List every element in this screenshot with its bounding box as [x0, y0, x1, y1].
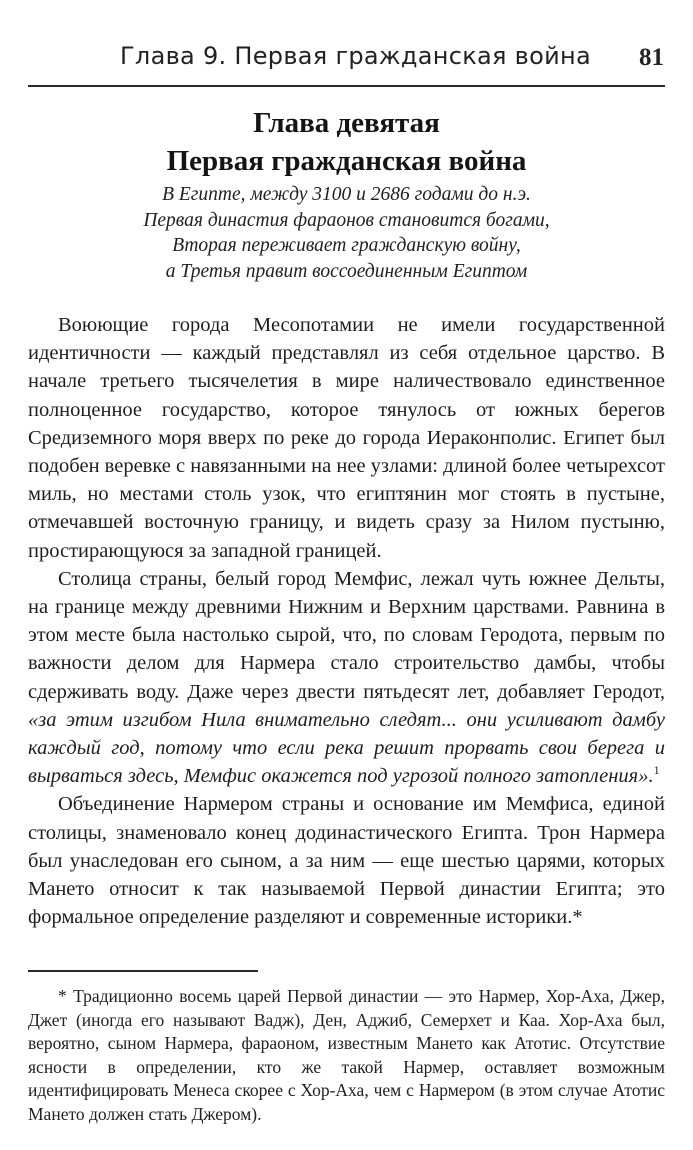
running-head — [0, 36, 693, 86]
running-head-title: Глава 9. Первая гражданская война — [120, 42, 592, 70]
herodotus-quote: «за этим изгибом Нила внимательно следят... они усиливают дамбу каждый год, потому что если река решит прорвать свои берега и вырваться здесь, Мемфис окажется под угрозой полного затопления». — [28, 708, 665, 788]
chapter-heading — [28, 104, 665, 180]
epigraph-line: Вторая переживает гражданскую войну, — [172, 235, 521, 256]
chapter-title: Первая гражданская война — [166, 145, 527, 177]
chapter-label: Глава девятая — [253, 107, 440, 139]
footnote-rule — [28, 970, 258, 972]
paragraph: Объединение Нармером страны и основание им Мемфиса, единой столицы, знаменовало конец додинастического Египта. Трон Нармера был унаследован его сыном, а за ним — еще шестью царями, которых Мането относит к так называемой Первой династии Египта; это формальное определение разделяют и современные историки.* — [28, 793, 665, 929]
chapter-epigraph — [28, 182, 665, 284]
page-number: 81 — [639, 44, 664, 71]
paragraph — [28, 565, 665, 791]
paragraph: Воюющие города Месопотамии не имели государственной идентичности — каждый представлял из себя отдельное царство. В начале третьего тысячелетия в мире наличествовало единственное полноценное государство, которое тянулось от южных берегов Средиземного моря вверх по реке до города Иераконполис. Египет был подобен веревке с навязанными на нее узлами: длиной более четырехсот миль, но местами столь узок, что египтянин мог стоять в пустыне, отмечавшей восточную границу, и видеть сразу за Нилом пустыню, простирающуюся за западной границей. — [28, 314, 665, 562]
footnote: * Традиционно восемь царей Первой династии — это Нармер, Хор-Аха, Джер, Джет (иногда его называют Вадж), Ден, Аджиб, Семерхет и Каа. Хор-Аха был, вероятно, сыном Нармера, фараоном, известным Мането как Атотис. Отсутствие ясности в определении, кто же такой Нармер, оставляет возможным идентифицировать Менеса скорее с Хор-Аха, чем с Нармером (в этом случае Атотис Мането должен стать Джером). — [28, 986, 665, 1124]
epigraph-line: а Третья правит воссоединенным Египтом — [165, 260, 528, 282]
epigraph-line: Первая династия фараонов становится богами, — [143, 209, 550, 231]
paragraph-text: Столица страны, белый город Мемфис, лежал чуть южнее Дельты, на границе между древними Нижним и Верхним царствами. Равнина в этом месте была настолько сырой, что, по словам Геродота, первым по важности делом для Нармера стало строительство дамбы, чтобы сдерживать воду. Даже через двести пятьдесят лет, добавляет Геродот, — [28, 567, 665, 703]
header-rule — [28, 85, 665, 87]
epigraph-line: В Египте, между 3100 и 2686 годами до н.э. — [162, 184, 531, 205]
footnote-ref: 1 — [653, 763, 660, 778]
body-text — [28, 311, 665, 931]
